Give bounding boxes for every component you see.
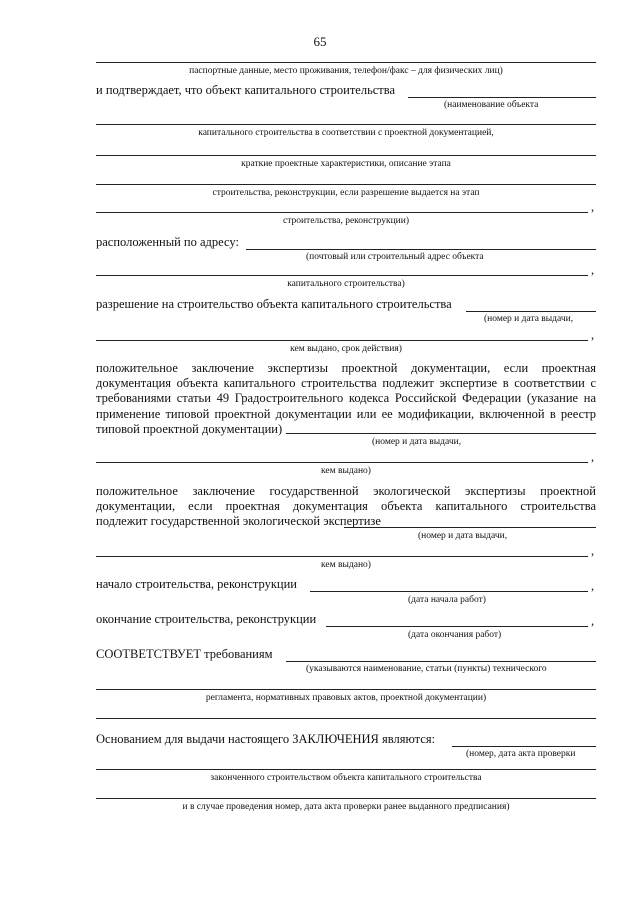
fill-line [286,433,596,434]
comma: , [591,450,595,464]
fill-line [452,746,596,747]
comma: , [591,614,595,628]
paragraph-line: применение типовой проектной документации или ее модификации, включенной в реестр [96,406,596,421]
text-basis: Основанием для выдачи настоящего ЗАКЛЮЧЕНИЯ являются: [96,732,436,746]
fill-line [96,275,588,276]
paragraph-eco-expertise [96,484,596,530]
fill-line [96,340,588,341]
caption-address-2: капитального строительства) [287,279,405,289]
paragraph-expertise [96,361,596,437]
comma: , [591,544,595,558]
caption-requirements-2: регламента, нормативных правовых актов, проектной документации) [205,693,487,703]
caption-object-name: (наименование объекта [444,100,539,110]
caption-act: (номер, дата акта проверки [466,749,576,759]
caption-start-date: (дата начала работ) [408,595,486,605]
text-permit: разрешение на строительство объекта капитального строительства [96,297,452,311]
page-number: 65 [313,34,327,49]
fill-line [344,527,596,528]
fill-line [96,462,588,463]
caption-act-3: и в случае проведения номер, дата акта проверки ранее выданного предписания) [182,802,510,812]
caption-address: (почтовый или строительный адрес объекта [306,252,484,262]
paragraph-line: документация объекта капитального строительства подлежит экспертизе в соответствии с [96,376,596,391]
caption-eco-number: (номер и дата выдачи, [418,531,508,541]
caption-permit-issued: кем выдано, срок действия) [290,344,402,354]
paragraph-line: типовой проектной документации) [96,421,283,436]
comma: , [591,328,595,342]
paragraph-line: документации, если проектная документация объекта капитального строительства [96,499,596,514]
fill-line [96,769,596,770]
caption-act-2: законченного строительством объекта капитального строительства [210,773,482,783]
fill-line [96,212,588,213]
text-complies: СООТВЕТСТВУЕТ требованиям [96,647,273,661]
caption-eco-issued: кем выдано) [321,560,371,570]
fill-line [96,184,596,185]
caption-expertise-issued: кем выдано) [321,466,371,476]
paragraph-line: подлежит государственной экологической экспертизе [96,514,381,529]
caption-expertise-number: (номер и дата выдачи, [372,437,462,447]
fill-line [96,718,596,719]
caption-end-date: (дата окончания работ) [408,630,502,640]
comma: , [591,263,595,277]
fill-line [96,689,596,690]
fill-line [96,798,596,799]
caption-passport: паспортные данные, место проживания, телефон/факс – для физических лиц) [189,66,503,76]
caption-requirements: (указываются наименование, статьи (пункты) технического [306,664,547,674]
fill-line [408,97,596,98]
fill-line [96,62,596,63]
caption-characteristics: краткие проектные характеристики, описание этапа [241,159,451,169]
fill-line [96,556,588,557]
text-located: расположенный по адресу: [96,235,239,249]
fill-line [310,591,588,592]
paragraph-line: положительное заключение экспертизы проектной документации, если проектная [96,361,596,375]
text-start: начало строительства, реконструкции [96,577,297,591]
fill-line [246,249,596,250]
comma: , [591,200,595,214]
paragraph-line: положительное заключение государственной экологической экспертизы проектной [96,484,596,498]
fill-line [286,661,596,662]
caption-permit-number: (номер и дата выдачи, [484,314,574,324]
caption-object-name-2: капитального строительства в соответствии с проектной документацией, [198,128,494,138]
fill-line [326,626,588,627]
caption-stage-2: строительства, реконструкции) [282,216,410,226]
fill-line [96,124,596,125]
text-confirms: и подтверждает, что объект капитального строительства [96,83,396,97]
caption-stage: строительства, реконструкции, если разрешение выдается на этап [212,188,480,198]
fill-line [96,155,596,156]
text-end: окончание строительства, реконструкции [96,612,317,626]
fill-line [466,311,596,312]
paragraph-line: требованиями статьи 49 Градостроительного кодекса Российской Федерации (указание на [96,391,596,406]
comma: , [591,579,595,593]
